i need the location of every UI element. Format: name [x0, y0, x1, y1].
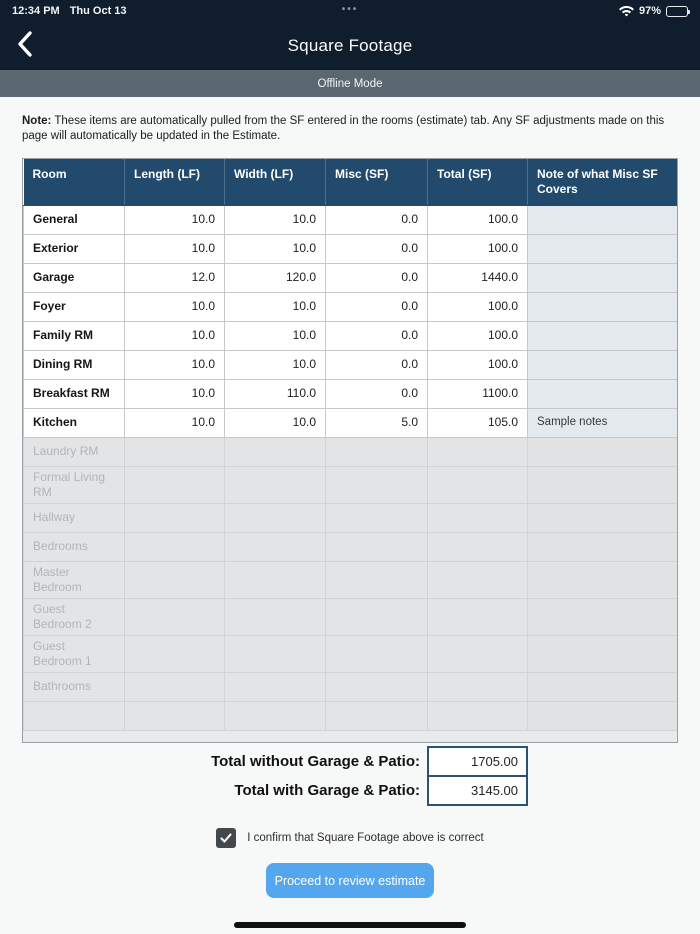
cell-note[interactable]: [528, 379, 678, 408]
cell-width[interactable]: 110.0: [225, 379, 326, 408]
table-row: [24, 205, 678, 234]
total-with-garage-label: Total with Garage & Patio:: [234, 782, 420, 799]
cell-misc[interactable]: 0.0: [326, 263, 428, 292]
cell-room: Guest Bedroom 1: [24, 635, 125, 672]
cell-total: [428, 561, 528, 598]
cell-length[interactable]: 12.0: [125, 263, 225, 292]
cell-note: [528, 672, 678, 701]
cell-length: [125, 466, 225, 503]
table-row: [24, 292, 678, 321]
cell-width: [225, 532, 326, 561]
clock-time: 12:34 PM: [12, 5, 60, 17]
home-indicator[interactable]: [234, 922, 466, 928]
cell-width: [225, 701, 326, 730]
cell-width: [225, 561, 326, 598]
cell-length: [125, 701, 225, 730]
cell-total: [428, 598, 528, 635]
cell-total: [428, 635, 528, 672]
cell-note: [528, 701, 678, 730]
square-footage-table: [23, 159, 678, 731]
proceed-to-review-estimate-button[interactable]: Proceed to review estimate: [266, 863, 434, 898]
table-row: [24, 379, 678, 408]
cell-room: Bathrooms: [24, 672, 125, 701]
cell-misc: [326, 503, 428, 532]
cell-note: [528, 437, 678, 466]
totals-section: [22, 746, 678, 806]
clock-date: Thu Oct 13: [69, 5, 127, 17]
sf-table-body: [24, 205, 678, 730]
cell-length: [125, 532, 225, 561]
cell-room: Garage: [24, 263, 125, 292]
cell-room: Dining RM: [24, 350, 125, 379]
cell-note[interactable]: [528, 263, 678, 292]
header-width: Width (LF): [225, 159, 326, 205]
cell-note: [528, 635, 678, 672]
cell-total[interactable]: 100.0: [428, 205, 528, 234]
cell-length: [125, 437, 225, 466]
confirm-checkbox[interactable]: [216, 828, 236, 848]
cell-misc[interactable]: 0.0: [326, 292, 428, 321]
cell-width[interactable]: 10.0: [225, 408, 326, 437]
cell-misc: [326, 532, 428, 561]
top-chrome: [0, 0, 700, 70]
cell-width[interactable]: 10.0: [225, 292, 326, 321]
cell-room: Bedrooms: [24, 532, 125, 561]
cell-misc[interactable]: 0.0: [326, 379, 428, 408]
cell-room: [24, 701, 125, 730]
cell-room: Family RM: [24, 321, 125, 350]
header-note: Note of what Misc SF Covers: [528, 159, 678, 205]
cell-total: [428, 437, 528, 466]
cell-length[interactable]: 10.0: [125, 292, 225, 321]
cell-note[interactable]: [528, 205, 678, 234]
offline-mode-label: Offline Mode: [317, 77, 383, 90]
status-right: [619, 5, 688, 17]
square-footage-table-container[interactable]: [22, 158, 678, 743]
cell-total: [428, 532, 528, 561]
cell-total: [428, 466, 528, 503]
table-row: [24, 532, 678, 561]
table-row: [24, 598, 678, 635]
cell-room: Exterior: [24, 234, 125, 263]
cell-length[interactable]: 10.0: [125, 205, 225, 234]
cell-note[interactable]: [528, 234, 678, 263]
cell-note: [528, 561, 678, 598]
table-row: [24, 672, 678, 701]
status-bar: [0, 0, 700, 22]
cell-note[interactable]: [528, 292, 678, 321]
cell-total[interactable]: 100.0: [428, 321, 528, 350]
table-row: [24, 701, 678, 730]
cell-misc[interactable]: 0.0: [326, 234, 428, 263]
note-paragraph: [22, 114, 678, 144]
confirm-label: I confirm that Square Footage above is correct: [247, 832, 484, 844]
cell-total[interactable]: 100.0: [428, 234, 528, 263]
cell-misc: [326, 701, 428, 730]
cell-total: [428, 503, 528, 532]
cell-length[interactable]: 10.0: [125, 379, 225, 408]
cell-misc: [326, 437, 428, 466]
total-without-garage-value[interactable]: 1705.00: [427, 746, 528, 777]
header-length: Length (LF): [125, 159, 225, 205]
cell-note[interactable]: [528, 350, 678, 379]
cell-total: [428, 672, 528, 701]
cell-room: General: [24, 205, 125, 234]
table-row: [24, 408, 678, 437]
chevron-left-icon: [17, 31, 33, 57]
cell-length: [125, 598, 225, 635]
table-row: [24, 234, 678, 263]
offline-mode-banner: [0, 70, 700, 97]
note-text: These items are automatically pulled from the SF entered in the rooms (estimate) tab. Any SF adjustments made on this page will automatically be updated in the Estimate.: [22, 115, 665, 142]
cell-note[interactable]: [528, 321, 678, 350]
cell-room: Breakfast RM: [24, 379, 125, 408]
cell-width[interactable]: 10.0: [225, 234, 326, 263]
header-misc: Misc (SF): [326, 159, 428, 205]
table-row: [24, 561, 678, 598]
cell-misc: [326, 672, 428, 701]
table-row: [24, 503, 678, 532]
table-row: [24, 437, 678, 466]
cell-room: Laundry RM: [24, 437, 125, 466]
cell-note: [528, 503, 678, 532]
table-header-row: [24, 159, 678, 205]
cell-length: [125, 672, 225, 701]
status-left: [12, 5, 127, 17]
cell-room: Master Bedroom: [24, 561, 125, 598]
back-button[interactable]: [10, 26, 40, 62]
cell-width: [225, 437, 326, 466]
checkmark-icon: [220, 832, 232, 844]
cell-width: [225, 466, 326, 503]
total-without-garage-row: [211, 746, 528, 777]
table-row: [24, 635, 678, 672]
header-room: Room: [24, 159, 125, 205]
note-label: Note:: [22, 115, 52, 127]
cell-room: Foyer: [24, 292, 125, 321]
cell-length[interactable]: 10.0: [125, 350, 225, 379]
cell-misc: [326, 466, 428, 503]
total-without-garage-label: Total without Garage & Patio:: [211, 753, 420, 770]
cell-width[interactable]: 10.0: [225, 350, 326, 379]
nav-bar: [0, 22, 700, 70]
cell-misc: [326, 561, 428, 598]
cell-misc: [326, 598, 428, 635]
cell-total: [428, 701, 528, 730]
cell-length[interactable]: 10.0: [125, 321, 225, 350]
table-row: [24, 263, 678, 292]
cell-misc[interactable]: 0.0: [326, 205, 428, 234]
cell-length[interactable]: 10.0: [125, 408, 225, 437]
cell-total[interactable]: 100.0: [428, 292, 528, 321]
table-row: [24, 321, 678, 350]
cell-total[interactable]: 1100.0: [428, 379, 528, 408]
cell-room: Guest Bedroom 2: [24, 598, 125, 635]
header-total: Total (SF): [428, 159, 528, 205]
cell-note: [528, 532, 678, 561]
cell-width: [225, 672, 326, 701]
cell-width: [225, 598, 326, 635]
cell-note[interactable]: Sample notes: [528, 408, 678, 437]
cell-misc: [326, 635, 428, 672]
page-title: Square Footage: [287, 36, 413, 55]
multitask-dots-icon: •••: [341, 4, 359, 15]
cell-total[interactable]: 105.0: [428, 408, 528, 437]
cell-misc[interactable]: 5.0: [326, 408, 428, 437]
cell-note: [528, 598, 678, 635]
cell-width[interactable]: 10.0: [225, 321, 326, 350]
cell-room: Formal Living RM: [24, 466, 125, 503]
wifi-icon: [619, 6, 634, 17]
cell-length: [125, 635, 225, 672]
confirm-row: [0, 828, 700, 848]
cell-note: [528, 466, 678, 503]
battery-icon: [666, 6, 688, 17]
cell-width: [225, 503, 326, 532]
cell-total[interactable]: 100.0: [428, 350, 528, 379]
cell-total[interactable]: 1440.0: [428, 263, 528, 292]
table-row: [24, 350, 678, 379]
battery-percent-label: 97%: [638, 5, 661, 17]
total-with-garage-value[interactable]: 3145.00: [427, 775, 528, 806]
cell-misc[interactable]: 0.0: [326, 350, 428, 379]
cell-length: [125, 503, 225, 532]
cell-length: [125, 561, 225, 598]
cell-room: Hallway: [24, 503, 125, 532]
table-row: [24, 466, 678, 503]
cell-width[interactable]: 10.0: [225, 205, 326, 234]
cell-width[interactable]: 120.0: [225, 263, 326, 292]
cell-length[interactable]: 10.0: [125, 234, 225, 263]
cell-width: [225, 635, 326, 672]
cell-misc[interactable]: 0.0: [326, 321, 428, 350]
total-with-garage-row: [234, 775, 528, 806]
cell-room: Kitchen: [24, 408, 125, 437]
